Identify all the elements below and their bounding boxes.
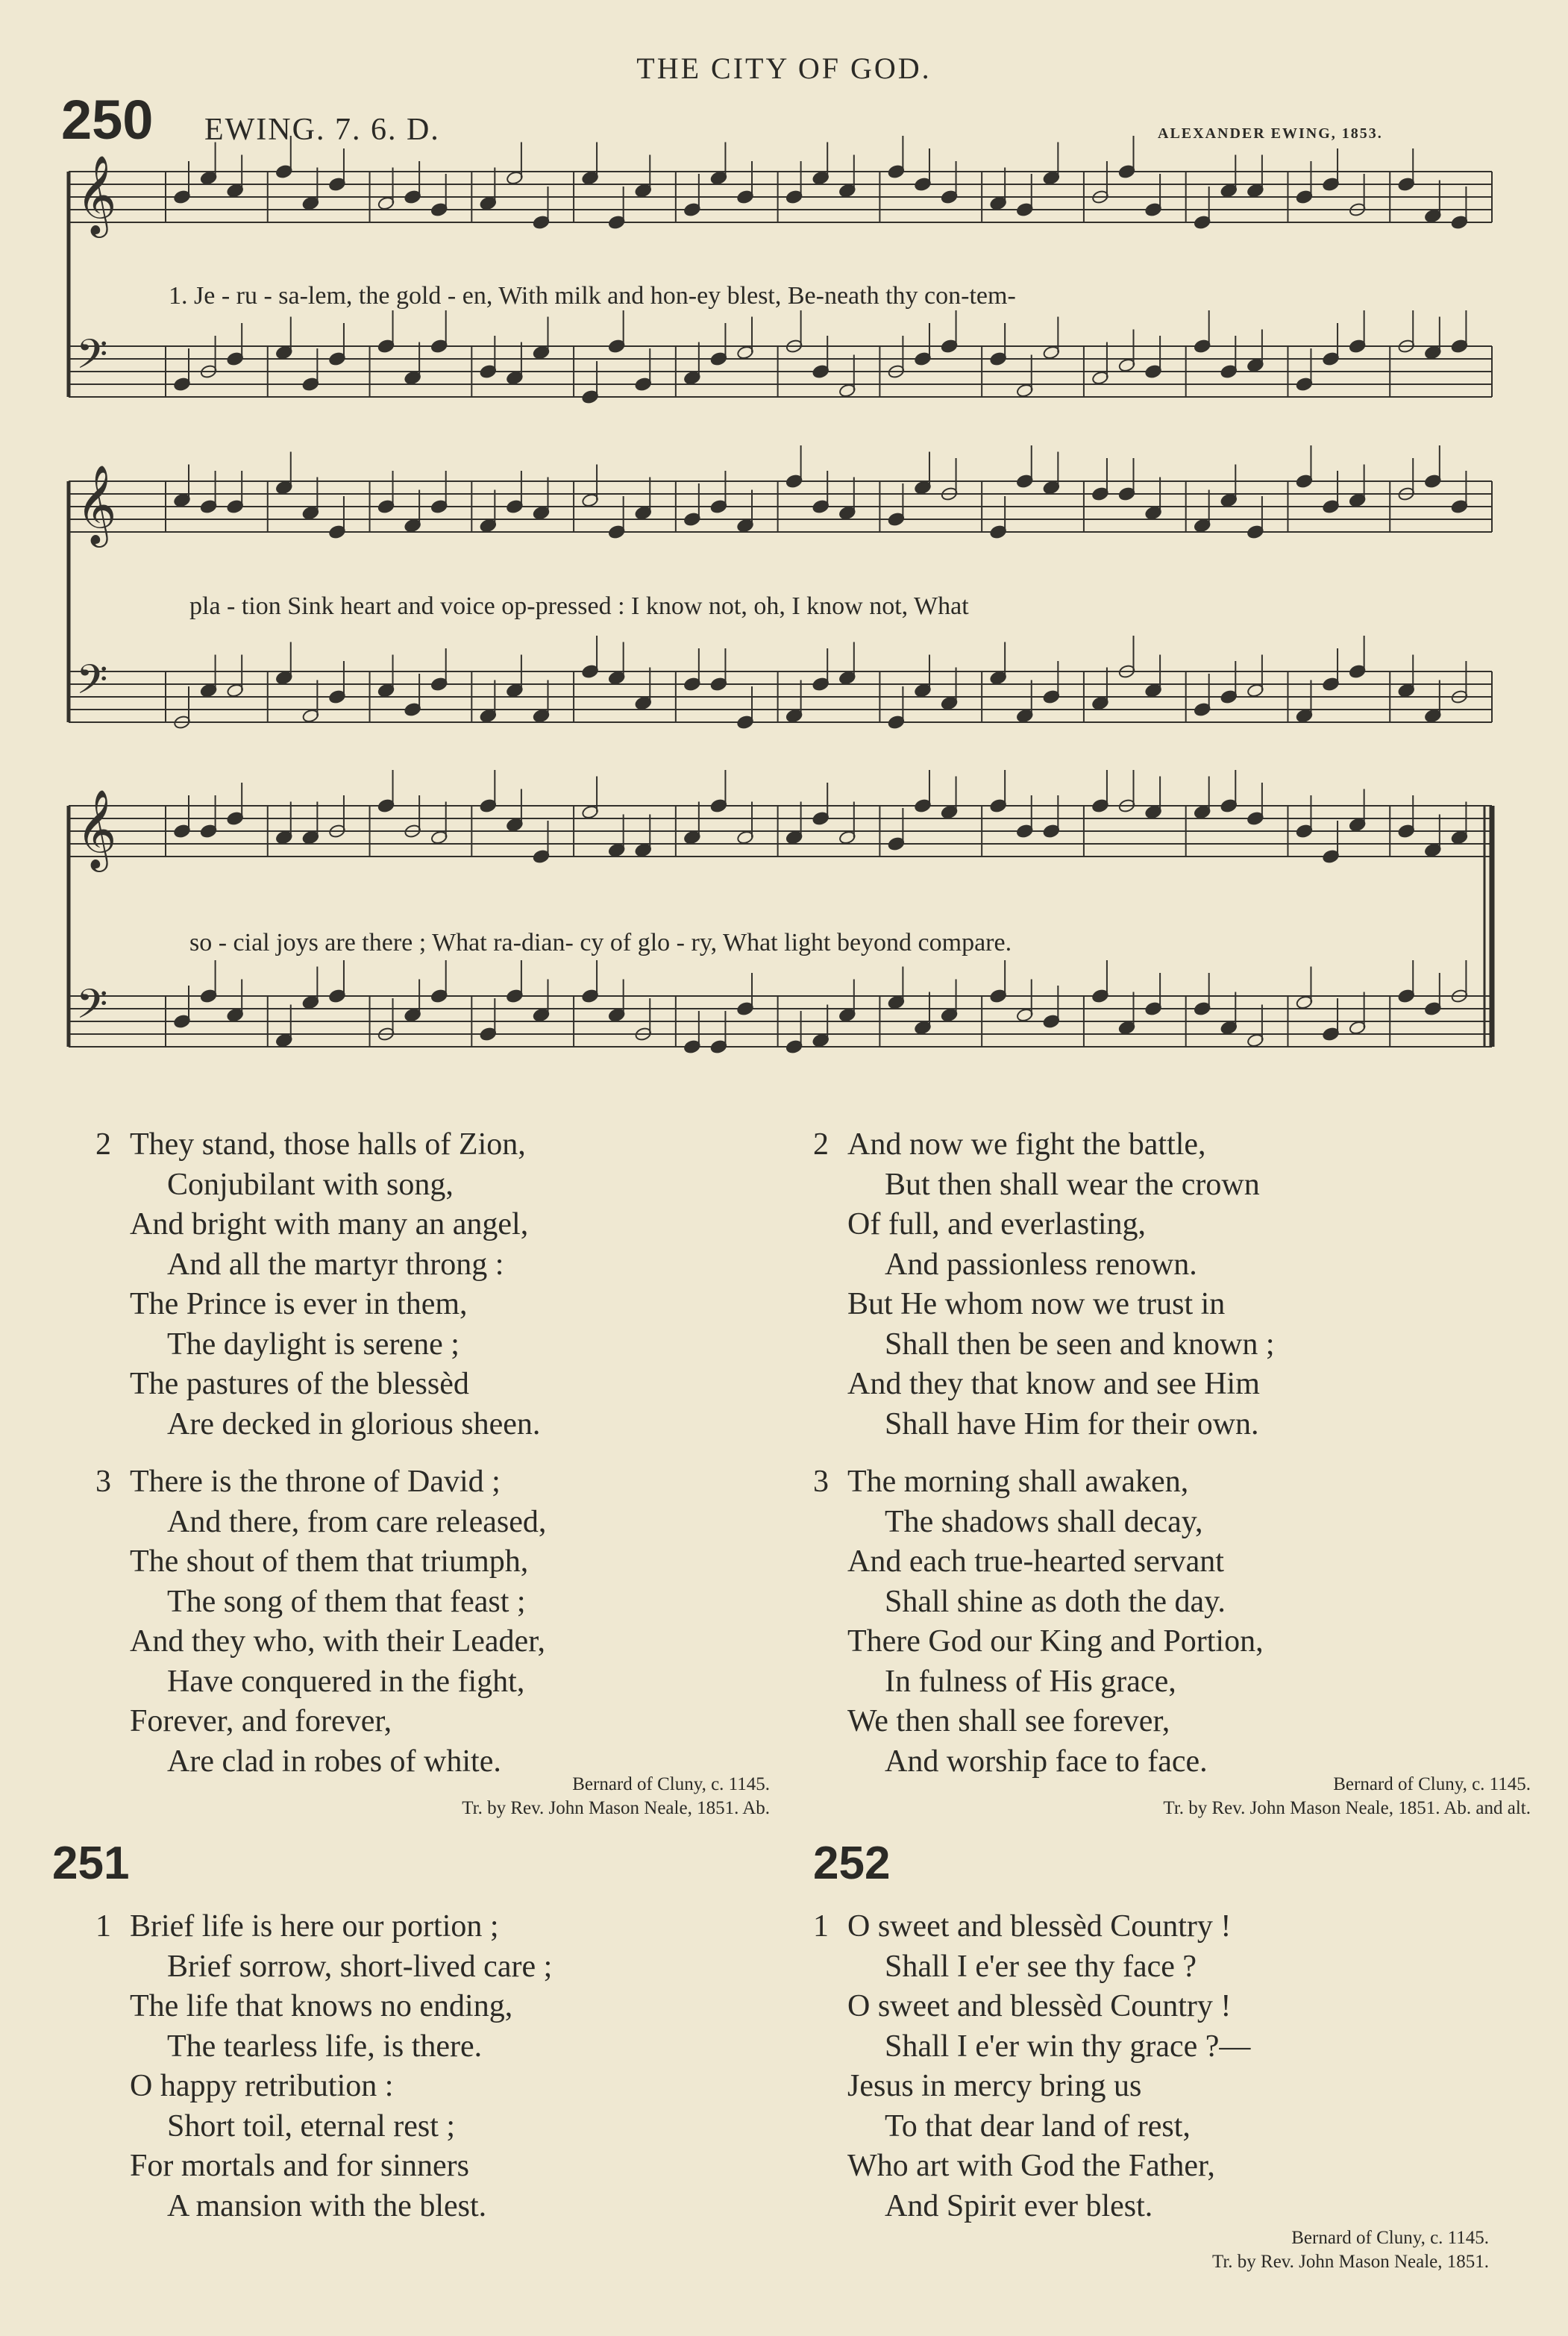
verse-line: [95, 2107, 797, 2147]
verse-line: [95, 1542, 797, 1582]
bass-clef-icon: 𝄢: [76, 980, 108, 1038]
verse-text: O sweet and blessèd Country !: [847, 1909, 1232, 1944]
attribution-252: [895, 2226, 1489, 2274]
verse-line: [813, 1205, 1514, 1245]
tune-name: EWING. 7. 6. D.: [204, 113, 440, 147]
verse-line: [95, 1325, 797, 1365]
verse-line: [813, 1503, 1514, 1543]
verse-text: Have conquered in the fight,: [167, 1664, 525, 1699]
verse-text: A mansion with the blest.: [167, 2188, 487, 2223]
attribution-250-left: [224, 1773, 770, 1820]
treble-clef-icon: 𝄞: [76, 464, 117, 544]
verse-text: And worship face to face.: [885, 1744, 1208, 1779]
verse-text: The life that knows no ending,: [130, 1989, 513, 2023]
verse-text: And each true-hearted servant: [847, 1544, 1224, 1579]
verse-line: [813, 1165, 1514, 1206]
verse-line: [813, 1245, 1514, 1286]
verse-number: 1: [813, 1909, 829, 1944]
lyric-line-2: pla - tion Sink heart and voice op-pressed : I know not, oh, I know not, What: [189, 592, 969, 620]
verse-text: Short toil, eternal rest ;: [167, 2108, 456, 2144]
verse-line: [813, 1702, 1514, 1742]
verse-block: [813, 1462, 1514, 1782]
hymn-252-verse: [813, 1907, 1514, 2226]
verse-line: [95, 1405, 797, 1445]
verse-line: [95, 1662, 797, 1703]
verse-text: Conjubilant with song,: [167, 1167, 454, 1202]
verse-line: [813, 2027, 1514, 2067]
verse-text: Shall have Him for their own.: [885, 1406, 1259, 1441]
verse-line: [95, 2027, 797, 2067]
verse-line: [813, 1285, 1514, 1325]
verse-text: The pastures of the blessèd: [130, 1367, 469, 1401]
verse-text: Brief life is here our portion ;: [130, 1909, 499, 1944]
verse-text: There God our King and Portion,: [847, 1624, 1264, 1659]
verse-text: Shall I e'er win thy grace ?—: [885, 2029, 1251, 2064]
verse-line: [813, 1542, 1514, 1582]
verse-text: And bright with many an angel,: [130, 1207, 529, 1241]
verses-right-column: [813, 1125, 1514, 1782]
verse-text: The daylight is serene ;: [167, 1327, 460, 1362]
verse-text: To that dear land of rest,: [885, 2108, 1191, 2144]
bass-clef-icon: 𝄢: [76, 656, 108, 713]
verse-block: [813, 1907, 1514, 2226]
attribution-line: Tr. by Rev. John Mason Neale, 1851. Ab.: [462, 1798, 770, 1818]
bass-clef-icon: 𝄢: [76, 331, 108, 388]
verse-line: [813, 1622, 1514, 1662]
verse-text: Of full, and everlasting,: [847, 1207, 1147, 1241]
verse-line: [95, 1503, 797, 1543]
verse-line: [95, 1462, 797, 1503]
verse-line: [813, 1405, 1514, 1445]
verse-number: 2: [95, 1127, 111, 1162]
attribution-250-right: [895, 1773, 1531, 1820]
composer-credit: ALEXANDER EWING, 1853.: [1158, 125, 1383, 142]
verse-text: But then shall wear the crown: [885, 1167, 1260, 1202]
verse-text: For mortals and for sinners: [130, 2149, 469, 2183]
verse-text: And there, from care released,: [167, 1504, 547, 1539]
verse-text: Jesus in mercy bring us: [847, 2069, 1142, 2103]
verse-line: [813, 2146, 1514, 2187]
verse-line: [95, 1245, 797, 1286]
verse-number: 2: [813, 1127, 829, 1162]
verse-line: [95, 1125, 797, 1165]
verse-text: The song of them that feast ;: [167, 1584, 526, 1619]
verse-line: [813, 1325, 1514, 1365]
verse-text: And passionless renown.: [885, 1247, 1197, 1282]
verses-left-column: [95, 1125, 797, 1782]
verse-line: [813, 1907, 1514, 1947]
verse-line: [95, 1582, 797, 1623]
lyric-line-3: so - cial joys are there ; What ra-dian- cy of glo - ry, What light beyond compare.: [189, 929, 1012, 956]
treble-clef-icon: 𝄞: [76, 154, 117, 234]
verse-line: [95, 2146, 797, 2187]
verse-line: [813, 1365, 1514, 1405]
attribution-line: Tr. by Rev. John Mason Neale, 1851.: [1211, 2252, 1489, 2272]
verse-text: O sweet and blessèd Country !: [847, 1989, 1232, 2023]
verse-text: The Prince is ever in them,: [130, 1287, 468, 1321]
page-heading: THE CITY OF GOD.: [636, 51, 932, 85]
verse-text: In fulness of His grace,: [885, 1664, 1176, 1699]
verse-text: Who art with God the Father,: [847, 2149, 1215, 2183]
verse-text: Shall shine as doth the day.: [885, 1584, 1226, 1619]
verse-line: [813, 1662, 1514, 1703]
verse-line: [813, 1125, 1514, 1165]
verse-line: [95, 1285, 797, 1325]
hymn-number: 250: [61, 89, 154, 151]
verse-text: And they that know and see Him: [847, 1367, 1260, 1401]
verse-text: We then shall see forever,: [847, 1704, 1170, 1738]
verse-text: And all the martyr throng :: [167, 1247, 504, 1282]
verse-line: [95, 1365, 797, 1405]
verse-block: [95, 1907, 797, 2226]
verse-line: [95, 1702, 797, 1742]
verse-text: And they who, with their Leader,: [130, 1624, 545, 1659]
verse-text: Brief sorrow, short-lived care ;: [167, 1949, 553, 1984]
verse-text: Are clad in robes of white.: [167, 1744, 501, 1779]
verse-text: Shall then be seen and known ;: [885, 1327, 1275, 1362]
verse-text: They stand, those halls of Zion,: [130, 1127, 526, 1162]
verse-line: [813, 1462, 1514, 1503]
verse-line: [95, 1622, 797, 1662]
verse-text: Shall I e'er see thy face ?: [885, 1949, 1197, 1984]
verse-text: O happy retribution :: [130, 2069, 394, 2103]
verse-text: The shout of them that triumph,: [130, 1544, 529, 1579]
hymn-number: 252: [813, 1838, 891, 1889]
treble-clef-icon: 𝄞: [76, 789, 117, 868]
verse-line: [95, 2187, 797, 2227]
verse-line: [813, 2067, 1514, 2107]
verse-text: And Spirit ever blest.: [885, 2188, 1153, 2223]
verse-text: Forever, and forever,: [130, 1704, 392, 1738]
verse-line: [95, 1165, 797, 1206]
verse-block: [95, 1462, 797, 1782]
hymn-251-verse: [95, 1907, 797, 2226]
verse-text: The morning shall awaken,: [847, 1465, 1189, 1499]
verse-text: The shadows shall decay,: [885, 1504, 1203, 1539]
verse-text: But He whom now we trust in: [847, 1287, 1226, 1321]
hymn-number: 251: [52, 1838, 130, 1889]
attribution-line: Bernard of Cluny, c. 1145.: [1291, 2228, 1489, 2248]
attribution-line: Bernard of Cluny, c. 1145.: [572, 1774, 770, 1794]
music-score: [0, 0, 1568, 1082]
verse-line: [813, 1987, 1514, 2027]
verse-line: [95, 1947, 797, 1988]
verse-block: [813, 1125, 1514, 1444]
verse-line: [813, 1582, 1514, 1623]
verse-line: [95, 1205, 797, 1245]
verse-text: There is the throne of David ;: [130, 1465, 501, 1499]
verse-line: [813, 1947, 1514, 1988]
verse-line: [95, 1907, 797, 1947]
verse-text: The tearless life, is there.: [167, 2029, 483, 2064]
verse-text: Are decked in glorious sheen.: [167, 1406, 541, 1441]
verse-line: [813, 2187, 1514, 2227]
verse-number: 3: [95, 1465, 111, 1499]
verse-number: 3: [813, 1465, 829, 1499]
verse-line: [813, 2107, 1514, 2147]
verse-line: [95, 2067, 797, 2107]
verse-block: [95, 1125, 797, 1444]
lyric-line-1: 1. Je - ru - sa-lem, the gold - en, With milk and hon-ey blest, Be-neath thy con-tem-: [169, 282, 1016, 310]
attribution-line: Tr. by Rev. John Mason Neale, 1851. Ab. and alt.: [1163, 1798, 1531, 1818]
verse-line: [95, 1987, 797, 2027]
attribution-line: Bernard of Cluny, c. 1145.: [1333, 1774, 1531, 1794]
verse-text: And now we fight the battle,: [847, 1127, 1206, 1162]
verse-number: 1: [95, 1909, 111, 1944]
